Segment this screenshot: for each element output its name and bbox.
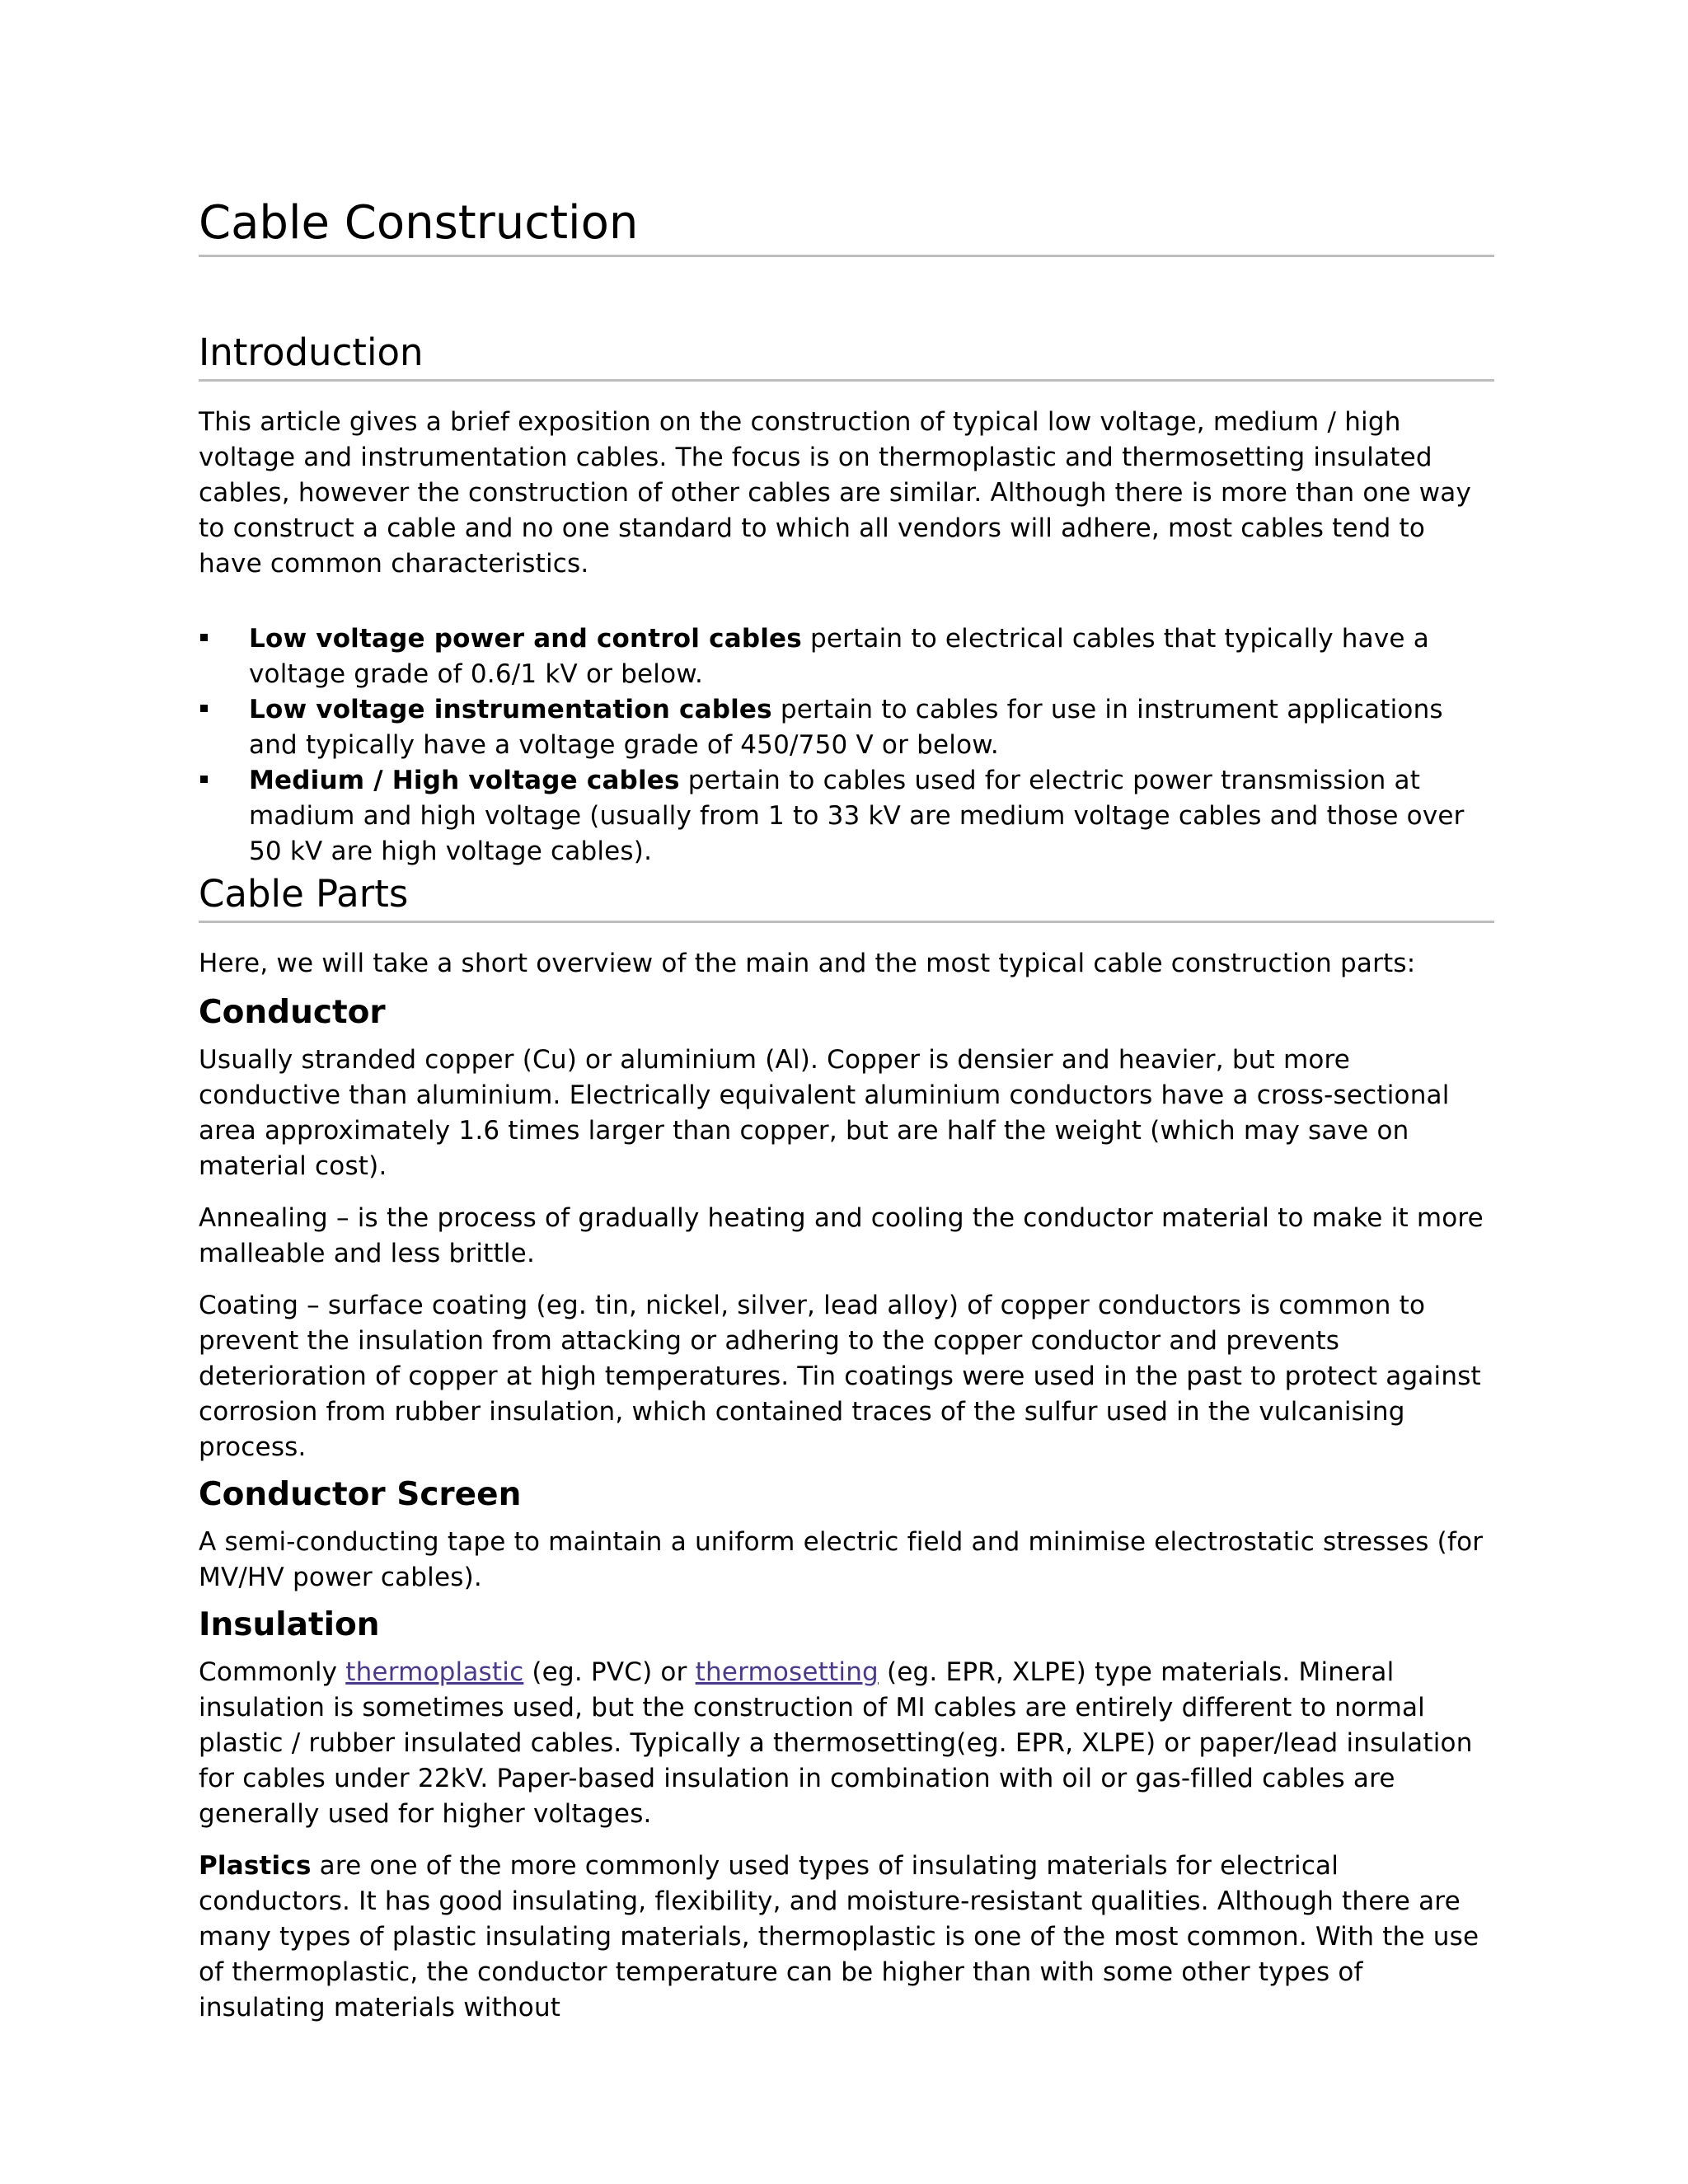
insulation-text: (eg. PVC) or — [523, 1657, 696, 1687]
list-item-term: Medium / High voltage cables — [249, 766, 680, 795]
cable-types-list — [199, 621, 1494, 869]
list-item-text: pertain to cables for use in instrument applications and typically have a voltage grade of 450/750 V or below. — [249, 695, 1443, 760]
insulation-text: Commonly — [199, 1657, 346, 1687]
document-content — [199, 194, 1494, 2026]
conductor-screen-heading: Conductor Screen — [199, 1476, 522, 1513]
plastics-text: are one of the more commonly used types of insulating materials for electrical conductors. It has good insulating, flexibility, and moisture-resistant qualities. Although there are many types of plastic insulating materials, thermoplastic is one of the most common. With the use of thermoplastic, the conductor temperature can be higher than with some other types of insulating materials without — [199, 1851, 1479, 2022]
conductor-heading: Conductor — [199, 994, 386, 1031]
insulation-text: (eg. EPR, XLPE) type materials. Mineral insulation is sometimes used, but the construction of MI cables are entirely different to normal plastic / rubber insulated cables. Typically a thermosetting(eg. EPR, XLPE) or paper/lead insulation for cables under 22kV. Paper-based insulation in combination with oil or gas-filled cables are generally used for higher voltages. — [199, 1657, 1473, 1829]
square-bullet-icon — [200, 634, 208, 641]
list-item-text: pertain to cables used for electric power transmission at madium and high voltage (usually from 1 to 33 kV are medium voltage cables and those over 50 kV are high voltage cables). — [249, 766, 1465, 866]
square-bullet-icon — [200, 705, 208, 712]
conductor-paragraph: Usually stranded copper (Cu) or aluminium (Al). Copper is densier and heavier, but more conductive than aluminium. Electrically equivalent aluminium conductors have a cross-sectional area approximately 1.6 times larger than copper, but are half the weight (which may save on material cost). — [199, 1045, 1450, 1181]
list-item-term: Low voltage instrumentation cables — [249, 695, 772, 724]
cable-parts-intro: Here, we will take a short overview of the main and the most typical cable construction parts: — [199, 949, 1416, 978]
introduction-paragraph: This article gives a brief exposition on the construction of typical low voltage, medium / high voltage and instrumentation cables. The focus is on thermoplastic and thermosetting insulated cables, however the construction of other cables are similar. Although there is more than one way to construct a cable and no one standard to which all vendors will adhere, most cables tend to have common characteristics. — [199, 407, 1472, 579]
list-item — [199, 621, 1494, 692]
list-item — [199, 692, 1494, 763]
insulation-heading: Insulation — [199, 1606, 380, 1643]
plastics-paragraph — [199, 1849, 1494, 2026]
annealing-paragraph: Annealing – is the process of gradually heating and cooling the conductor material to make it more malleable and less brittle. — [199, 1203, 1484, 1268]
cable-parts-heading: Cable Parts — [199, 869, 1494, 923]
list-item-term: Low voltage power and control cables — [249, 624, 802, 654]
coating-paragraph: Coating – surface coating (eg. tin, nickel, silver, lead alloy) of copper conductors is common to prevent the insulation from attacking or adhering to the copper conductor and prevents deterioration of copper at high temperatures. Tin coatings were used in the past to protect against corrosion from rubber insulation, which contained traces of the sulfur used in the vulcanising process. — [199, 1291, 1481, 1462]
list-item — [199, 763, 1494, 869]
list-item-text: pertain to electrical cables that typically have a voltage grade of 0.6/1 kV or below. — [249, 624, 1429, 689]
conductor-screen-paragraph: A semi-conducting tape to maintain a uniform electric field and minimise electrostatic stresses (for MV/HV power cables). — [199, 1527, 1484, 1592]
introduction-heading: Introduction — [199, 328, 1494, 382]
page-title: Cable Construction — [199, 194, 1494, 257]
plastics-term: Plastics — [199, 1851, 312, 1881]
insulation-paragraph — [199, 1655, 1494, 1832]
thermosetting-link[interactable]: thermosetting — [695, 1657, 879, 1687]
thermoplastic-link[interactable]: thermoplastic — [345, 1657, 524, 1687]
square-bullet-icon — [200, 776, 208, 783]
